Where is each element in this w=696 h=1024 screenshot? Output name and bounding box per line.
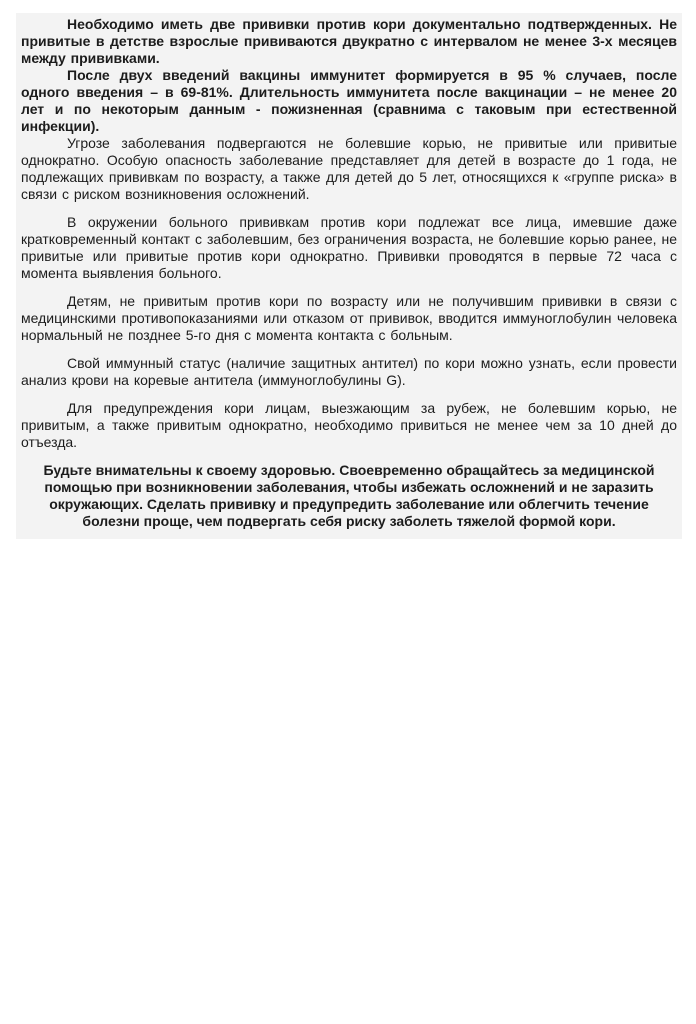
paragraph-contact-vaccination: В окружении больного прививкам против кори подлежат все лица, имевшие даже кратковременный контакт с заболевшим, без ограничения возраста, не болевшие корью ранее, не привитые или привитые против кори однократно. Прививки проводятся в первые 72 часа с момента выявления больного. — [21, 214, 677, 281]
paragraph-immune-status-test: Свой иммунный статус (наличие защитных антител) по кори можно узнать, если провести анализ крови на коревые антитела (иммуноглобулины G). — [21, 355, 677, 388]
paragraph-immunoglobulin-for-children: Детям, не привитым против кори по возрасту или не получившим прививки в связи с медицинскими противопоказаниями или отказом от прививок, вводится иммуноглобулин человека нормальный не позднее 5-го дня с момента контакта с больным. — [21, 293, 677, 343]
paragraph-vaccination-requirement: Необходимо иметь две прививки против кори документально подтвержденных. Не привитые в детстве взрослые прививаются двукратно с интервалом не менее 3-х месяцев между прививками. — [21, 16, 677, 66]
paragraph-travel-vaccination: Для предупреждения кори лицам, выезжающим за рубеж, не болевшим корью, не привитым, а также привитым однократно, необходимо привиться не менее чем за 10 дней до отъезда. — [21, 400, 677, 450]
memo-text-block — [16, 13, 682, 539]
paragraph-health-appeal: Будьте внимательны к своему здоровью. Своевременно обращайтесь за медицинской помощью при возникновении заболевания, чтобы избежать осложнений и не заразить окружающих. Сделать прививку и предупредить заболевание или облегчить течение болезни проще, чем подвергать себя риску заболеть тяжелой формой кори. — [43, 462, 655, 529]
paragraph-immunity-statistics: После двух введений вакцины иммунитет формируется в 95 % случаев, после одного введения – в 69-81%. Длительность иммунитета после вакцинации – не менее 20 лет и по некоторым данным - пожизненная (сравнима с таковым при естественной инфекции). — [21, 67, 677, 134]
paragraph-risk-groups: Угрозе заболевания подвергаются не болевшие корью, не привитые или привитые однократно. Особую опасность заболевание представляет для детей в возрасте до 1 года, не подлежащих прививкам по возрасту, а также для детей до 5 лет, относящихся к «группе риска» в связи с риском возникновения осложнений. — [21, 135, 677, 202]
